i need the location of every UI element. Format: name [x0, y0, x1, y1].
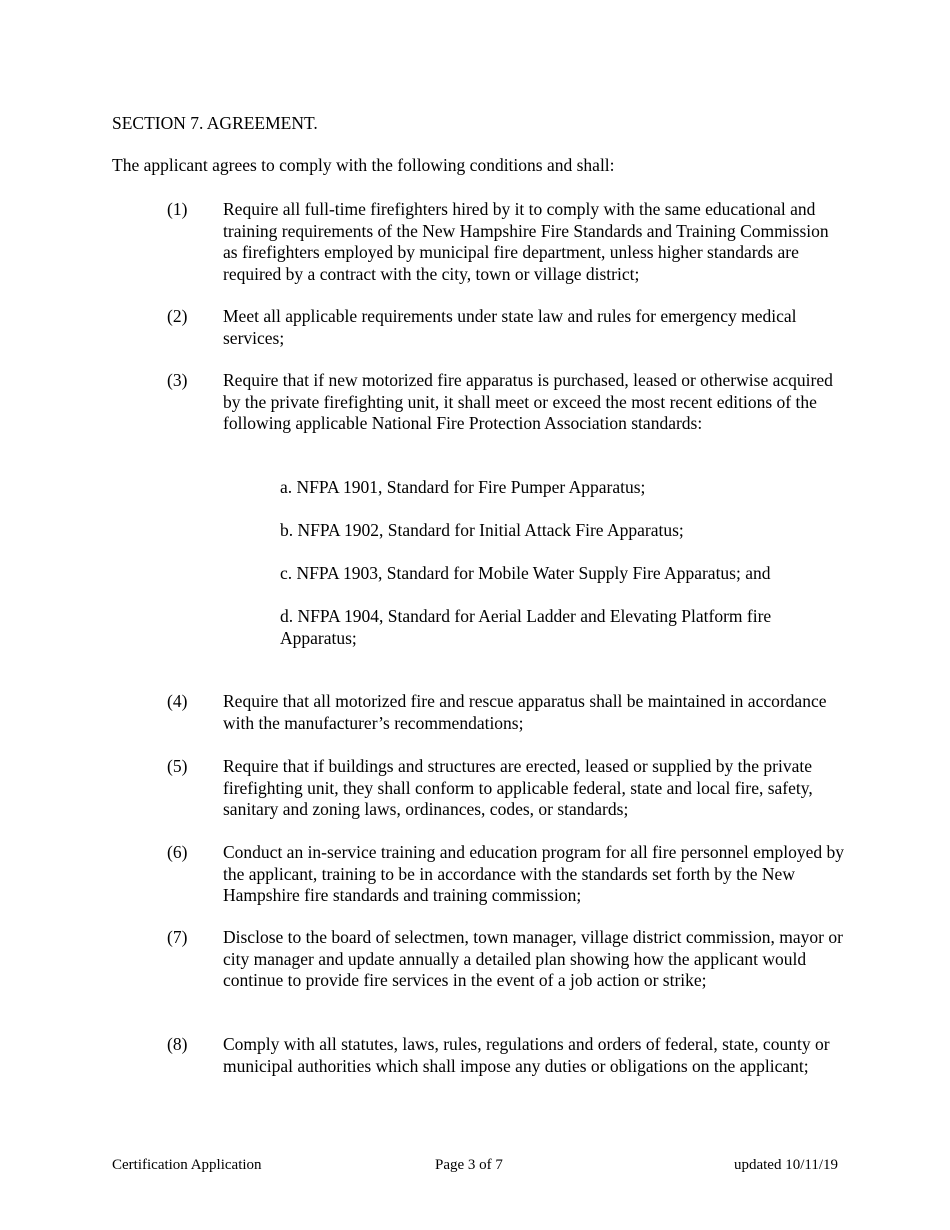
section-heading: SECTION 7. AGREEMENT.: [112, 113, 318, 133]
item-text: Require that if buildings and structures are erected, leased or supplied by the private firefighting unit, they shall conform to applicable federal, state and local fire, safety, sanitary and zoning laws, ordinances, codes, or standards;: [223, 756, 813, 819]
item-number: (6): [167, 842, 188, 862]
item-text: Conduct an in-service training and education program for all fire personnel employed by the applicant, training to be in accordance with the standards set forth by the New Hampshire fire standards and training commission;: [223, 842, 845, 905]
item-text: Require that if new motorized fire apparatus is purchased, leased or otherwise acquired by the private firefighting unit, it shall meet or exceed the most recent editions of the following applicable National Fire Protection Association standards:: [223, 370, 833, 433]
item-number: (2): [167, 306, 188, 326]
sub-item: c. NFPA 1903, Standard for Mobile Water Supply Fire Apparatus; and: [280, 563, 771, 583]
item-text: Require that all motorized fire and rescue apparatus shall be maintained in accordance with the manufacturer’s recommendations;: [223, 691, 827, 733]
intro-paragraph: The applicant agrees to comply with the following conditions and shall:: [112, 155, 615, 175]
item-text: Comply with all statutes, laws, rules, regulations and orders of federal, state, county or municipal authorities which shall impose any duties or obligations on the applicant;: [223, 1034, 830, 1076]
item-number: (5): [167, 756, 188, 776]
item-number: (7): [167, 927, 188, 947]
item-text: Require all full-time firefighters hired by it to comply with the same educational and training requirements of the New Hampshire Fire Standards and Training Commission as firefighters employed by municipal fire department, unless higher standards are required by a contract with the city, town or village district;: [223, 199, 829, 284]
item-number: (4): [167, 691, 188, 711]
item-number: (8): [167, 1034, 188, 1054]
item-text: Disclose to the board of selectmen, town manager, village district commission, mayor or city manager and update annually a detailed plan showing how the applicant would continue to provide fire services in the event of a job action or strike;: [223, 927, 843, 990]
sub-item: a. NFPA 1901, Standard for Fire Pumper Apparatus;: [280, 477, 646, 497]
item-text: Meet all applicable requirements under state law and rules for emergency medical services;: [223, 306, 797, 348]
footer-updated-date: updated 10/11/19: [733, 1157, 838, 1173]
item-number: (1): [167, 199, 188, 219]
sub-item: d. NFPA 1904, Standard for Aerial Ladder and Elevating Platform fire Apparatus;: [280, 606, 772, 648]
sub-item: b. NFPA 1902, Standard for Initial Attack Fire Apparatus;: [280, 520, 684, 540]
item-number: (3): [167, 370, 188, 390]
footer-page-number: Page 3 of 7: [435, 1157, 503, 1173]
footer-document-title: Certification Application: [112, 1157, 262, 1173]
